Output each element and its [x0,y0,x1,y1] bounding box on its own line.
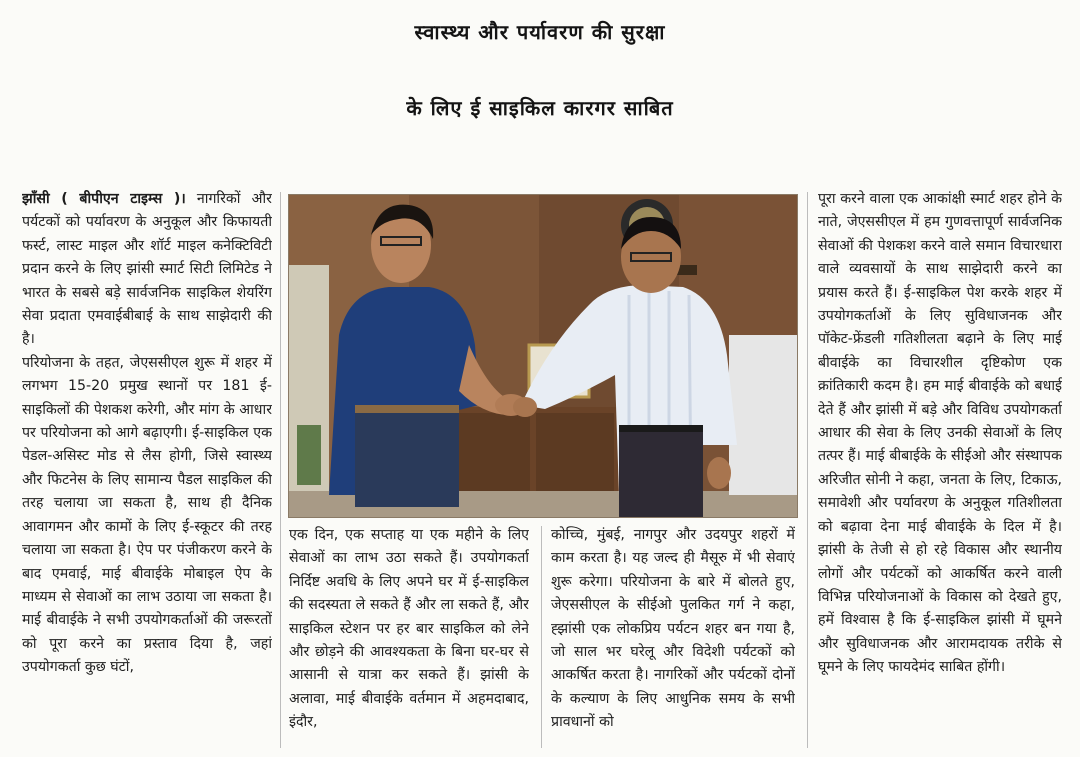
column-divider [807,192,808,748]
article-paragraph-1 [22,188,272,352]
article-column-left [22,188,272,748]
article-column-right: पूरा करने वाला एक आकांक्षी स्मार्ट शहर होने के नाते, जेएससीएल में हम गुणवत्तापूर्ण सार्वजनिक सेवाओं की पेशकश करने वाले समान विचारधारा वाले व्यवसायों के साथ साझेदारी करने का प्रयास करते हैं। ई-साइकिल पेश करके शहर में उपयोगकर्ताओं के लिए सुविधाजनक और पॉकेट-फ्रेंडली गतिशीलता बढ़ाने के लिए माई बीवाईके का विचारशील दृष्टिकोण एक क्रांतिकारी कदम है। हम माई बीवाईके को बधाई देते हैं और झांसी में बड़े और विविध उपयोगकर्ता आधार की सेवा के लिए उनकी सेवाओं के लिए तत्पर हैं। माई बीबाईके के सीईओ और संस्थापक अरिजीत सोनी ने कहा, जनता के लिए, टिकाऊ, समावेशी और पर्यावरण के अनुकूल गतिशीलता को बढ़ावा देना माई बीवाईके के दिल में है। झांसी के तेजी से हो रहे विकास और स्थानीय लोगों और पर्यटकों को आकर्षित करने वाली विभिन्न परियोजनाओं के विकास को देखते हुए, हमें विश्वास है कि ई-साइकिल झांसी में घूमने और सुविधाजनक और आरामदायक तरीके से घूमने के लिए फायदेमंद साबित होंगी। [818,191,1062,676]
article-photo [288,194,798,518]
handshake-photo-icon [289,195,797,517]
column-divider [280,192,281,748]
article-text: नागरिकों और पर्यटकों को पर्यावरण के अनुकूल और किफायती फर्स्ट, लास्ट माइल और शॉर्ट माइल कनेक्टिविटी प्रदान करने के लिए झांसी स्मार्ट सिटी लिमिटेड ने भारत के सबसे बड़े सार्वजनिक साइकिल शेयरिंग सेवा प्रदाता एमवाईबीबाई के साथ साझेदारी की है। [22,191,272,348]
column-divider [541,526,542,748]
article-paragraph-2: परियोजना के तहत, जेएससीएल शुरू में शहर में लगभग 15-20 प्रमुख स्थानों पर 181 ई-साइकिलों की पेशकश करेगी, और मांग के आधार पर परियोजना को आगे बढ़ाएगी। ई-साइकिल एक पेडल-असिस्ट मोड से लैस होगी, जिसे स्वास्थ्य और फिटनेस के लिए सामान्य पैडल साइकिल की तरह चलाया जा सकता है, साथ ही दैनिक आवागमन और कामों के लिए ई-स्कूटर की तरह चलाया जा सकता है। ऐप पर पंजीकरण करने के बाद एमवाई, माई बीवाईके मोबाइल ऐप के माध्यम से सेवाओं का लाभ उठाया जा सकता है। माई बीवाईके ने सभी उपयोगकर्ताओं की जरूरतों को पूरा करने का प्रस्ताव दिया है, जहां उपयोगकर्ता कुछ घंटों, [22,354,272,676]
headline-line-2: के लिए ई साइकिल कारगर साबित [406,96,674,120]
byline: झाँसी ( बीपीएन टाइम्स )। [22,191,186,207]
article-column-middle-1: एक दिन, एक सप्ताह या एक महीने के लिए सेवाओं का लाभ उठा सकते हैं। उपयोगकर्ता निर्दिष्ट अवधि के लिए अपने घर में ई-साइकिल की सदस्यता ले सकते हैं और ला सकते हैं, और साइकिल स्टेशन पर हर बार साइकिल को लेने और छोड़ने की आवश्यकता के बिना घर-घर से आसानी से यात्रा कर सकते हैं। झांसी के अलावा, माई बीवाईके वर्तमान में अहमदाबाद, इंदौर, [289,527,529,731]
headline-line-1: स्वास्थ्य और पर्यावरण की सुरक्षा [414,20,666,44]
article-column-middle-2: कोच्चि, मुंबई, नागपुर और उदयपुर शहरों में काम करता है। यह जल्द ही मैसूरु में भी सेवाएं शुरू करेगा। परियोजना के बारे में बोलते हुए, जेएससीएल के सीईओ पुलकित गर्ग ने कहा, ह्झांसी एक लोकप्रिय पर्यटन शहर बन गया है, जो साल भर घरेलू और विदेशी पर्यटकों को आकर्षित करता है। नागरिकों और पर्यटकों दोनों के कल्याण के लिए आधुनिक समय के सभी प्रावधानों को [551,527,795,731]
